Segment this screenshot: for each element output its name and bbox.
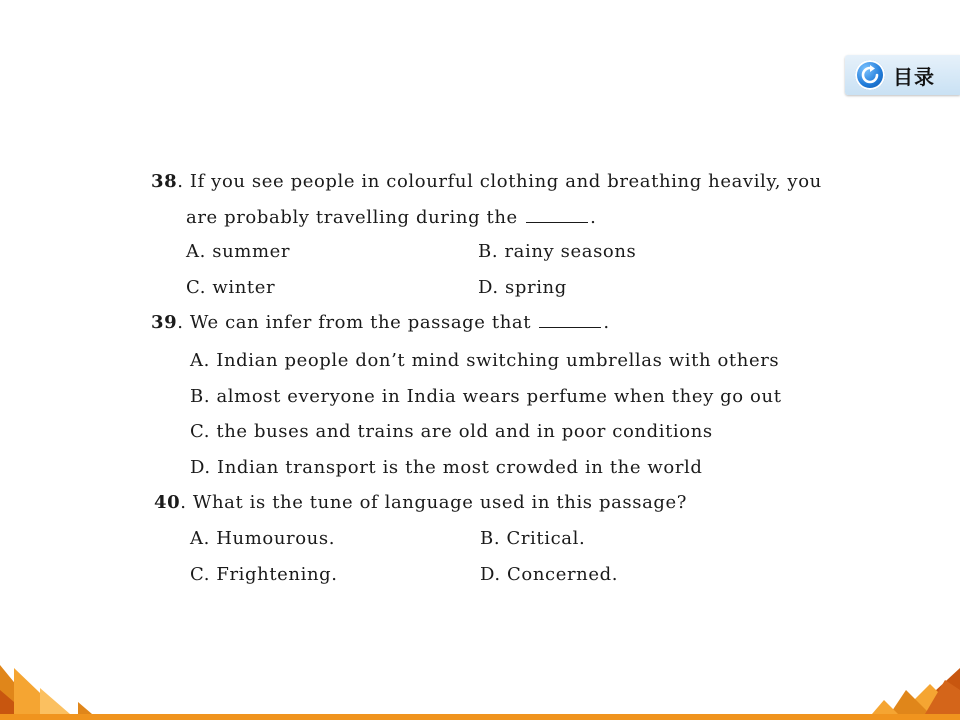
toc-label: 目录 (893, 64, 935, 89)
question-40-option-a[interactable]: A. Humourous. (190, 528, 336, 549)
question-40-option-d[interactable]: D. Concerned. (480, 564, 619, 585)
question-39-option-d[interactable]: D. Indian transport is the most crowded in the world (190, 457, 703, 478)
right-corner-triangles (872, 668, 960, 714)
question-40-number: 40 (154, 492, 181, 513)
question-38-option-c[interactable]: C. winter (186, 277, 276, 298)
question-38-stem-end: . (590, 207, 597, 228)
footer-bar (0, 714, 960, 720)
question-39-option-c[interactable]: C. the buses and trains are old and in poor conditions (190, 421, 713, 442)
question-40-option-b[interactable]: B. Critical. (480, 528, 586, 549)
question-39-stem-end: . (603, 312, 610, 333)
question-39-option-a[interactable]: A. Indian people don’t mind switching umbrellas with others (190, 350, 780, 371)
question-38-option-b[interactable]: B. rainy seasons (478, 241, 637, 262)
question-39-stem-text: . We can infer from the passage that (177, 312, 532, 333)
question-40-option-c[interactable]: C. Frightening. (190, 564, 338, 585)
question-39-number: 39 (151, 312, 178, 333)
question-38-stem-text-2: are probably travelling during the (186, 207, 518, 228)
question-39-option-b[interactable]: B. almost everyone in India wears perfume when they go out (190, 386, 782, 407)
question-40-stem-text: . What is the tune of language used in this passage? (180, 492, 688, 513)
question-38-option-d[interactable]: D. spring (478, 277, 567, 298)
question-38-number: 38 (151, 171, 178, 192)
left-corner-triangles (0, 665, 92, 714)
question-38-option-a[interactable]: A. summer (186, 241, 291, 262)
question-38-stem-text: . If you see people in colourful clothing and breathing heavily, you (177, 171, 822, 192)
